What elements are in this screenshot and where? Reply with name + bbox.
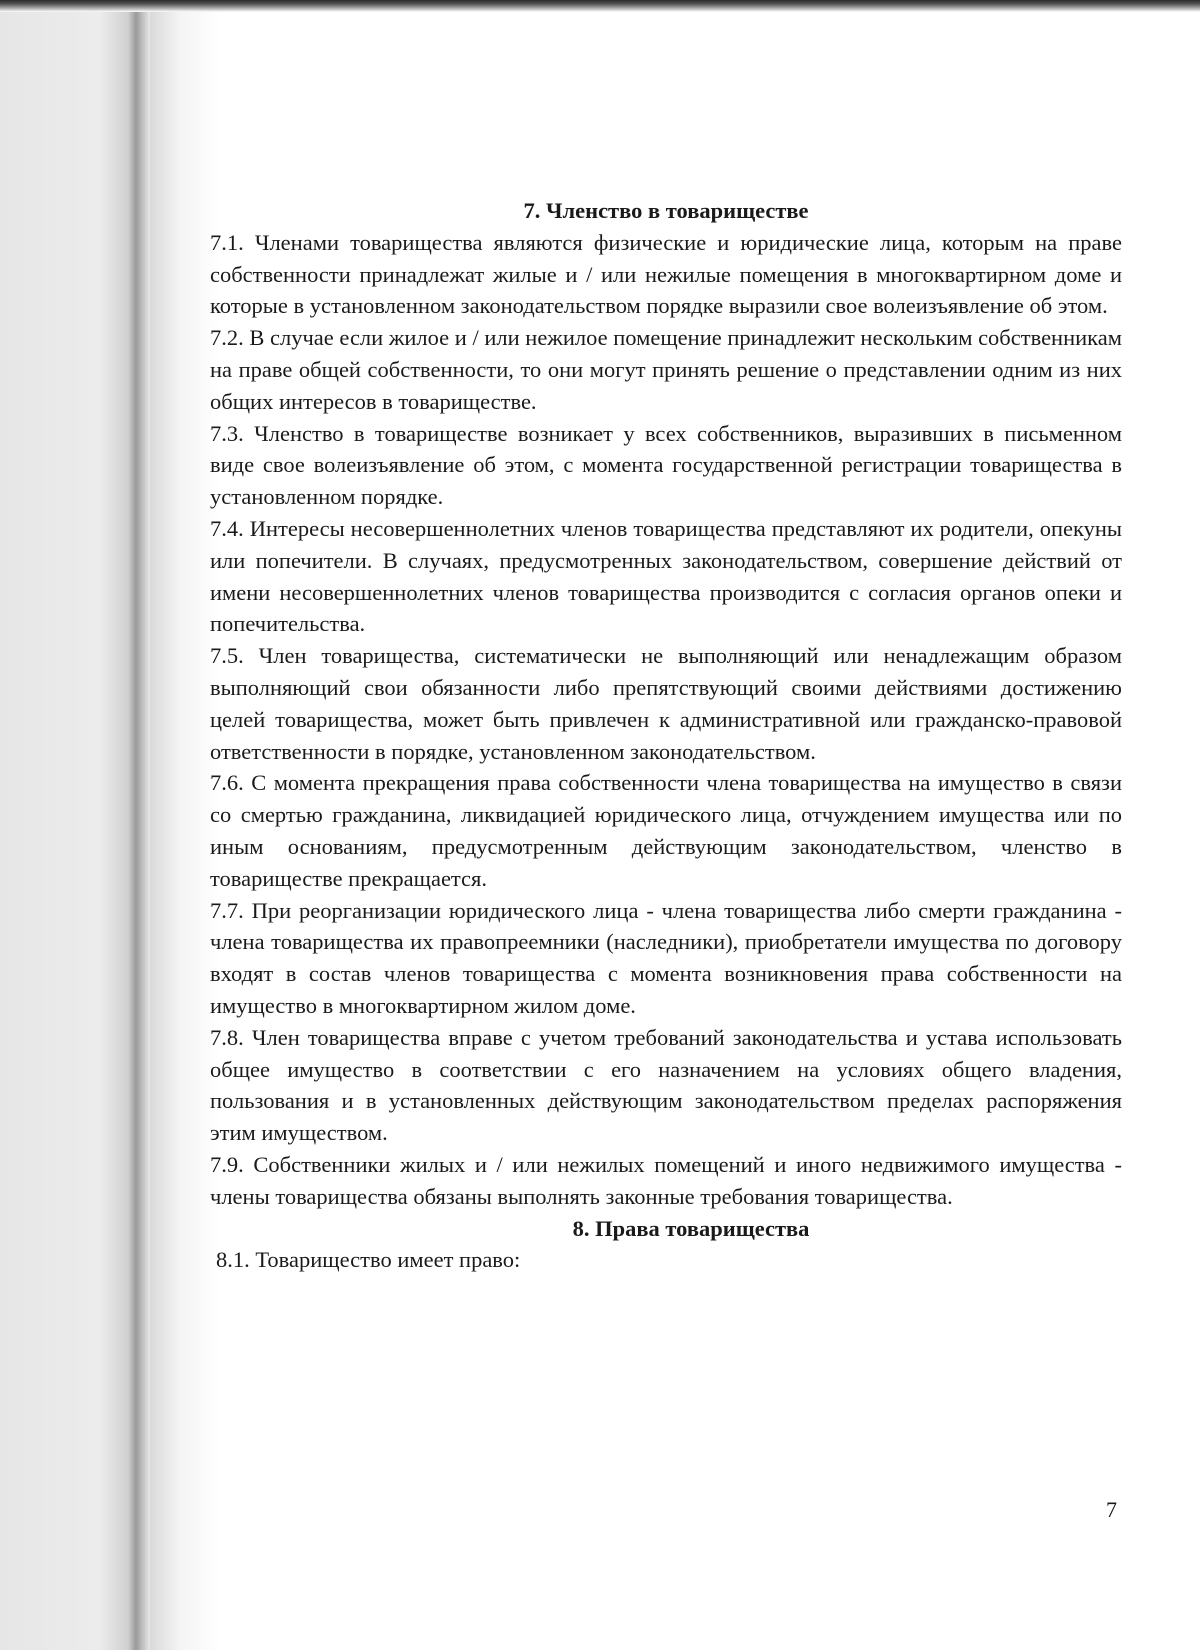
paragraph-7-4: 7.4. Интересы несовершеннолетних членов товарищества представляют их родители, опекуны или попечители. В случаях, предусмотренных законодательством, совершение действий от имени несовершеннолетних членов товарищества производится с согласия органов опеки и попечительства. — [210, 515, 1122, 637]
paragraph-7-6: 7.6. С момента прекращения права собственности члена товарищества на имущество в связи со смертью гражданина, ликвидацией юридического лица, отчуждением имущества или по иным основаниям, предусмотренным действующим законодательством, членство в товариществе прекращается. — [210, 770, 1122, 891]
page-number: 7 — [1106, 1497, 1117, 1522]
section-7-heading: 7. Членство в товариществе — [523, 198, 809, 223]
paragraph-7-8: 7.8. Член товарищества вправе с учетом требований законодательства и устава использовать общее имущество в соответствии с его назначением на условиях общего владения, пользования и в установленных действующим законодательством пределах распоряжения этим имуществом. — [210, 1024, 1122, 1146]
top-page-edge — [0, 0, 1200, 12]
section-8-heading: 8. Права товарищества — [572, 1215, 810, 1241]
paragraph-7-5: 7.5. Член товарищества, систематически не выполняющий или ненадлежащим образом выполняющий свои обязанности либо препятствующий своими действиями достижению целей товарищества, может быть привлечен к административной или гражданско-правовой ответственности в порядке, установленном законодательством. — [210, 643, 1122, 764]
book-binding-shadow — [0, 0, 150, 1650]
paragraph-7-3: 7.3. Членство в товариществе возникает у всех собственников, выразивших в письменном виде свое волеизъявление об этом, с момента государственной регистрации товарищества в установленном порядке. — [210, 420, 1122, 510]
paragraph-7-2: 7.2. В случае если жилое и / или нежилое помещение принадлежит нескольким собственникам на праве общей собственности, то они могут принять решение о представлении одним из них общих интересов в товариществе. — [210, 325, 1122, 414]
document-body — [210, 195, 1122, 1276]
paragraph-8-1: 8.1. Товарищество имеет право: — [216, 1247, 521, 1273]
paragraph-7-7: 7.7. При реорганизации юридического лица - члена товарищества либо смерти гражданина - члена товарищества их правопреемники (наследники), приобретатели имущества по договору входят в состав членов товарищества с момента возникновения права собственности на имущество в многоквартирном жилом доме. — [210, 897, 1122, 1018]
paragraph-7-1: 7.1. Членами товарищества являются физические и юридические лица, которым на праве собственности принадлежат жилые и / или нежилые помещения в многоквартирном доме и которые в установленном законодательством порядке выразили свое волеизъявление об этом. — [210, 229, 1122, 319]
paragraph-7-9: 7.9. Собственники жилых и / или нежилых помещений и иного недвижимого имущества - члены товарищества обязаны выполнять законные требования товарищества. — [210, 1151, 1122, 1209]
